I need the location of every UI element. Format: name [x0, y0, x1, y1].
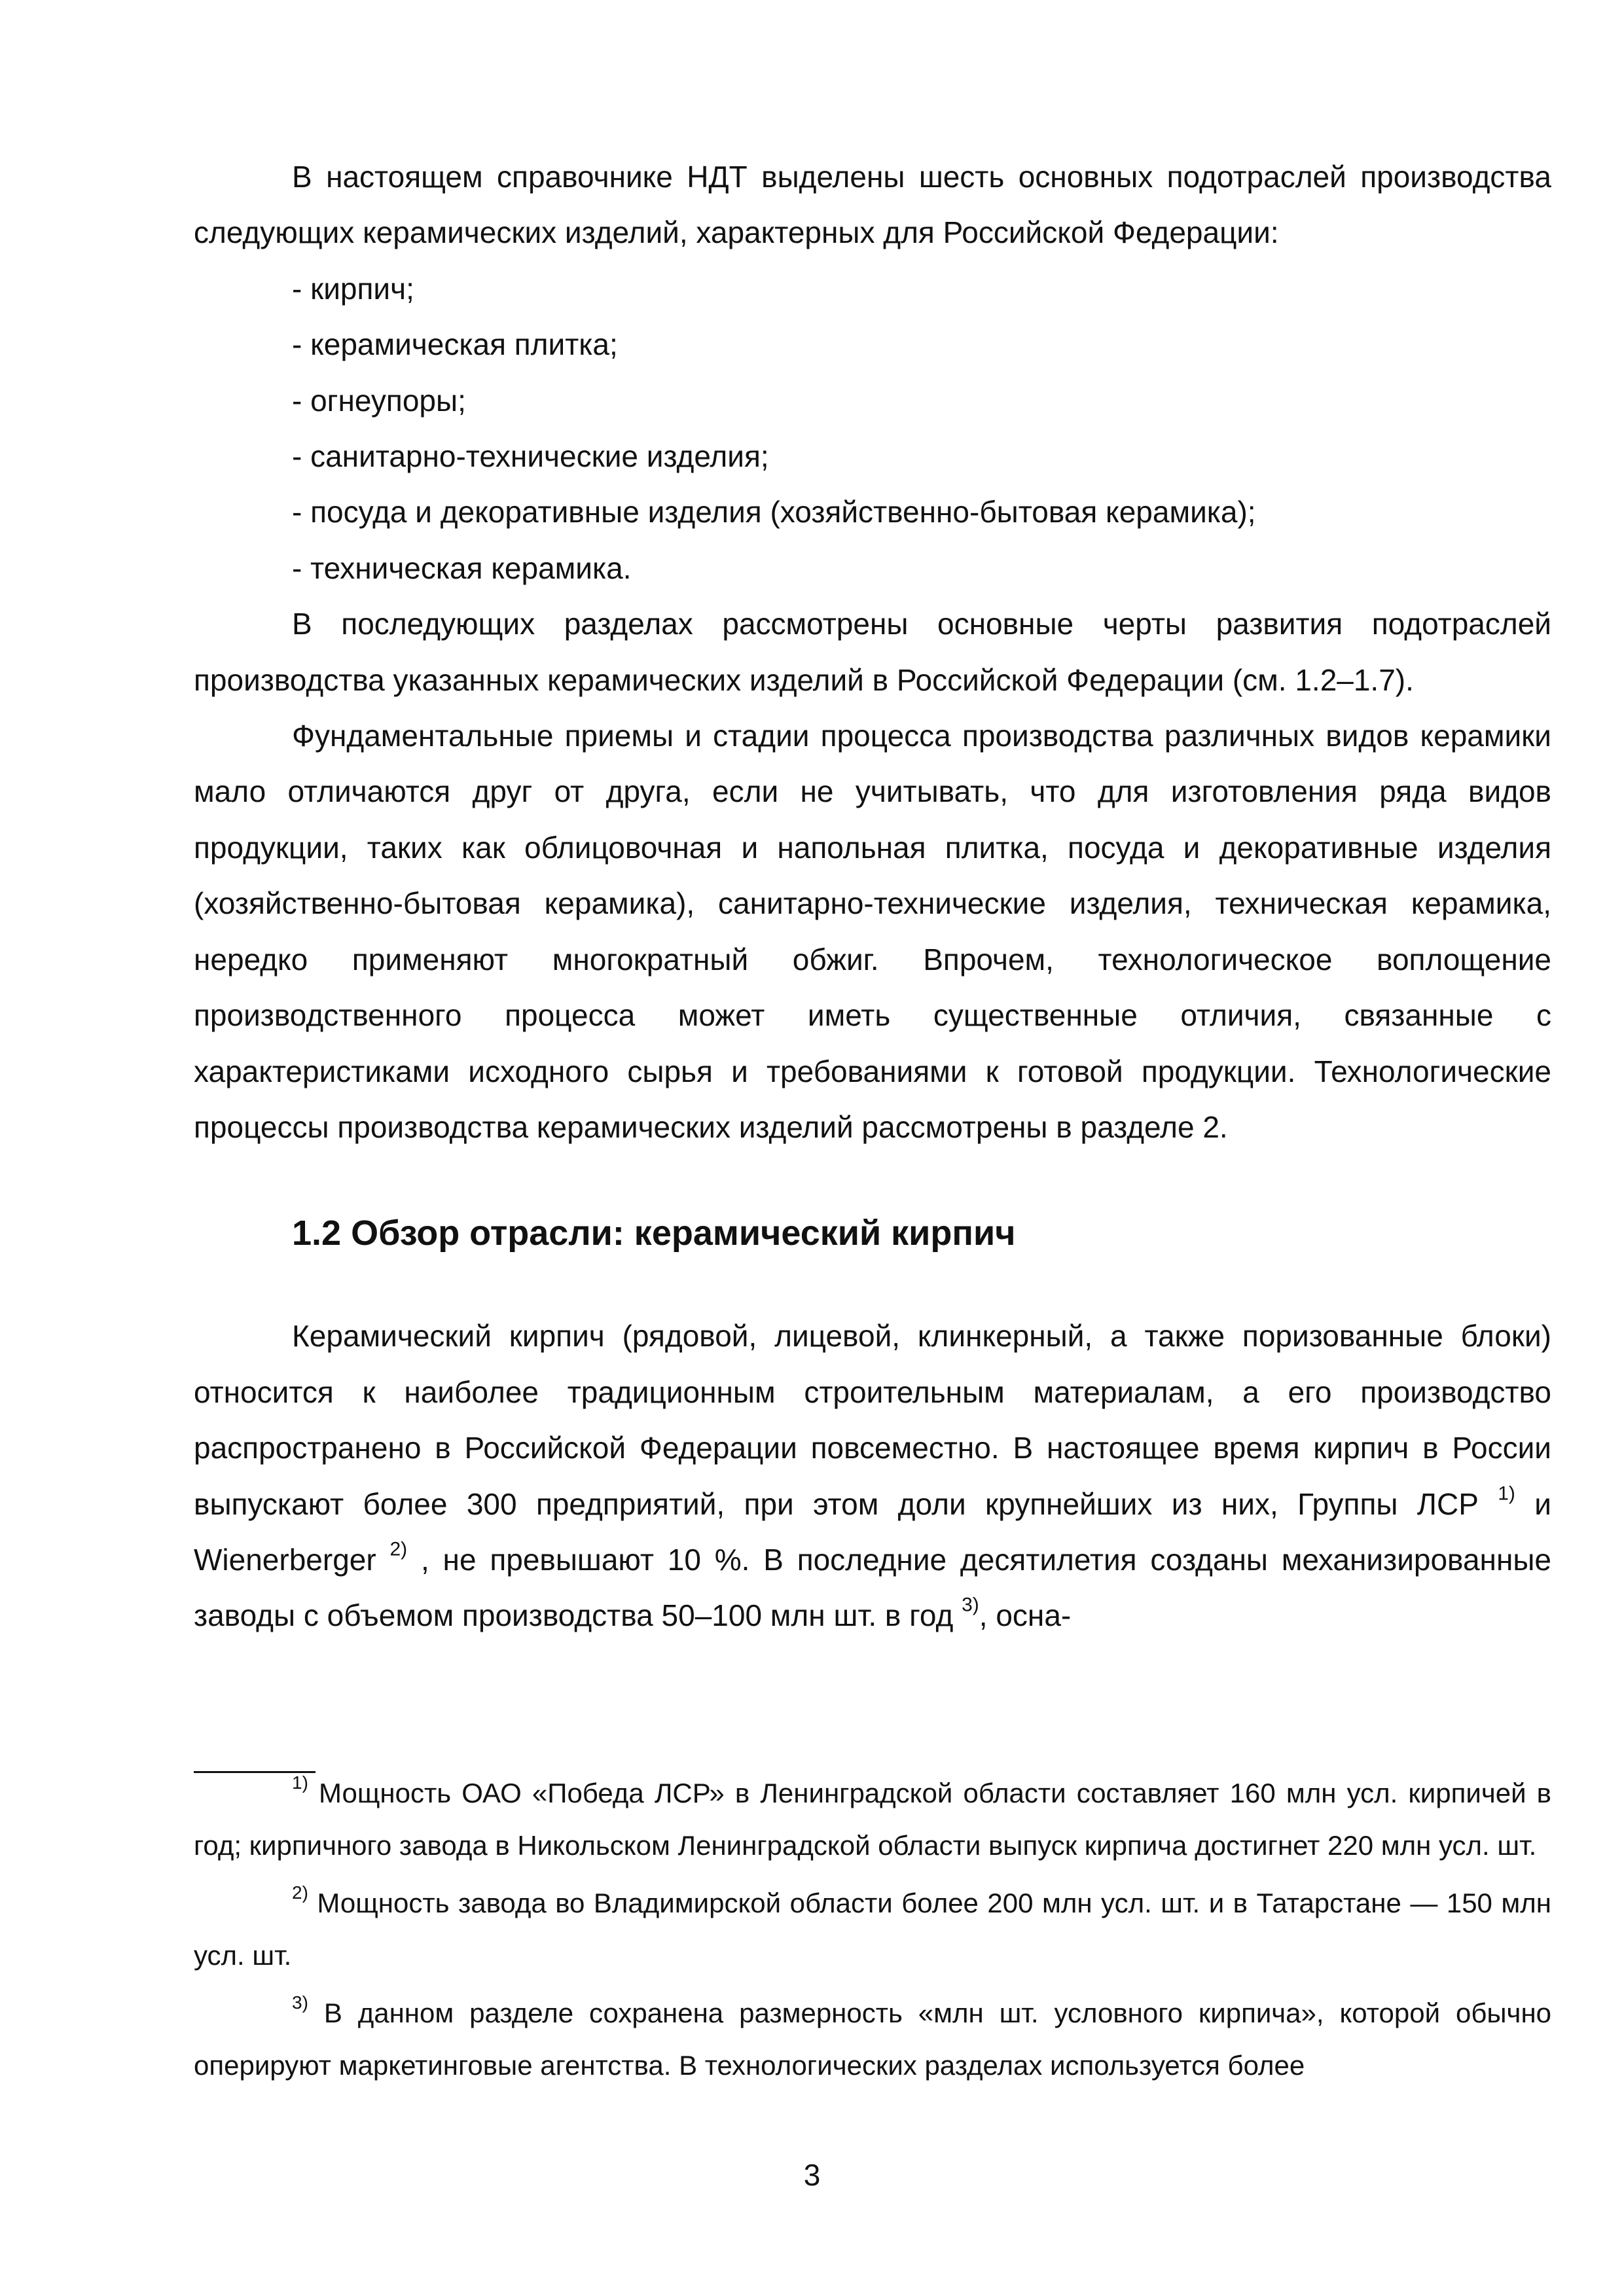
- list-item: - кирпич;: [292, 271, 414, 306]
- footnote-mark-2: 2): [292, 1882, 308, 1903]
- brick-text-3: , не превышают 10 %. В последние десятилетия созданы механизированные заводы с объемом производства 50–100 млн шт. в год: [194, 1542, 1552, 1633]
- footnote-ref-3: 3): [962, 1594, 979, 1616]
- footnote-text-2: Мощность завода во Владимирской области более 200 млн усл. шт. и в Татарстане — 150 млн усл. шт.: [194, 1888, 1551, 1971]
- list-item: - керамическая плитка;: [292, 327, 618, 362]
- subsections-paragraph: В последующих разделах рассмотрены основные черты развития подотраслей производства указанных керамических изделий в Российской Федерации (см. 1.2–1.7).: [194, 607, 1551, 697]
- list-item: - посуда и декоративные изделия (хозяйственно-бытовая керамика);: [292, 495, 1256, 529]
- footnote-2: [194, 1877, 1551, 1982]
- footnote-ref-2: 2): [389, 1538, 408, 1560]
- page-body: [194, 149, 1551, 1644]
- brick-text-2: и Wienerberger: [194, 1486, 1551, 1577]
- list-item: - техническая керамика.: [292, 550, 632, 585]
- section-heading: 1.2 Обзор отрасли: керамический кирпич: [292, 1213, 1016, 1253]
- footnote-mark-3: 3): [292, 1992, 308, 2013]
- footnote-mark-1: 1): [292, 1772, 308, 1793]
- intro-paragraph: В настоящем справочнике НДТ выделены шесть основных подотраслей производства следующих керамических изделий, характерных для Российской Федерации:: [194, 160, 1551, 250]
- page-number: 3: [803, 2158, 821, 2192]
- footnote-1: [194, 1767, 1551, 1872]
- footnote-ref-1: 1): [1498, 1482, 1515, 1505]
- brick-text-1: Керамический кирпич (рядовой, лицевой, клинкерный, а также поризованные блоки) относится к наиболее традиционным строительным материалам, а его производство распространено в Российской Федерации повсеместно. В настоящее время кирпич в России выпускают более 300 предприятий, при этом доли крупнейших из них, Группы ЛСР: [194, 1319, 1551, 1521]
- footnotes: [194, 1767, 1551, 2097]
- footnote-3: [194, 1987, 1551, 2092]
- brick-text-4: , осна-: [979, 1598, 1072, 1633]
- footnote-text-1: Мощность ОАО «Победа ЛСР» в Ленинградской области составляет 160 млн усл. кирпичей в год; кирпичного завода в Никольском Ленинградской области выпуск кирпича достигнет 220 млн усл. шт.: [194, 1778, 1551, 1861]
- list-item: - огнеупоры;: [292, 383, 466, 418]
- list-item: - санитарно-технические изделия;: [292, 439, 769, 474]
- process-paragraph: Фундаментальные приемы и стадии процесса производства различных видов керамики мало отличаются друг от друга, если не учитывать, что для изготовления ряда видов продукции, таких как облицовочная и напольная плитка, посуда и декоративные изделия (хозяйственно-бытовая керамика), санитарно-технические изделия, техническая керамика, нередко применяют многократный обжиг. Впрочем, технологическое воплощение производственного процесса может иметь существенные отличия, связанные с характеристиками исходного сырья и требованиями к готовой продукции. Технологические процессы производства керамических изделий рассмотрены в разделе 2.: [194, 719, 1551, 1144]
- brick-paragraph: [194, 1308, 1551, 1643]
- footnote-text-3: В данном разделе сохранена размерность «млн шт. условного кирпича», которой обычно оперируют маркетинговые агентства. В технологических разделах используется более: [194, 1998, 1551, 2081]
